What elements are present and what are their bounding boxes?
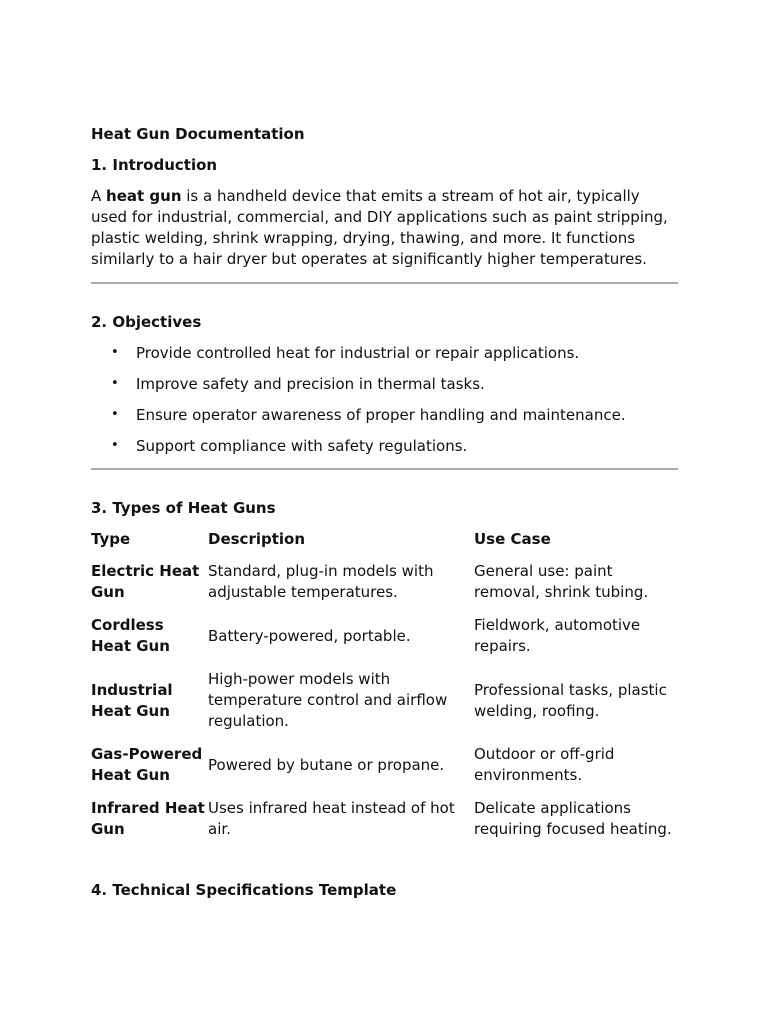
objectives-list [91,343,678,456]
table-row [91,798,678,852]
description-cell: Powered by butane or propane. [208,755,445,774]
types-heading: 3. Types of Heat Guns [91,499,276,517]
document-title: Heat Gun Documentation [91,125,305,143]
description-cell: Uses infrared heat instead of hot air. [208,799,455,838]
document-page [91,124,678,911]
type-cell: Infrared Heat Gun [91,799,205,838]
use-case-cell: General use: paint removal, shrink tubing. [474,562,649,601]
description-cell: Battery-powered, portable. [208,626,411,645]
type-cell: Gas-Powered Heat Gun [91,745,203,784]
divider [91,282,678,284]
introduction-heading: 1. Introduction [91,156,218,174]
table-row [91,744,678,798]
type-cell: Cordless Heat Gun [91,616,170,655]
introduction-section [91,155,678,270]
objectives-section [91,312,678,456]
divider [91,468,678,470]
list-item: • Ensure operator awareness of proper handling and maintenance. [91,405,678,425]
column-header-use-case: Use Case [474,530,551,548]
list-item: • Support compliance with safety regulations. [91,436,678,456]
description-cell: Standard, plug-in models with adjustable temperatures. [208,562,434,601]
use-case-cell: Delicate applications requiring focused heating. [474,799,672,838]
types-table [91,529,678,852]
use-case-cell: Professional tasks, plastic welding, roofing. [474,680,667,720]
type-cell: Electric Heat Gun [91,562,200,601]
introduction-paragraph [91,186,678,270]
list-item: • Provide controlled heat for industrial or repair applications. [91,343,678,363]
description-cell: High-power models with temperature control and airflow regulation. [208,670,448,730]
types-section [91,498,678,852]
intro-text-start: A [91,187,107,205]
use-case-cell: Outdoor or off-grid environments. [474,745,615,784]
type-cell: Industrial Heat Gun [91,680,173,720]
specifications-section [91,880,678,900]
table-row [91,561,678,615]
list-item: • Improve safety and precision in thermal tasks. [91,374,678,394]
table-row [91,669,678,744]
column-header-description: Description [208,530,306,548]
table-row [91,615,678,669]
column-header-type: Type [91,530,131,548]
intro-text-rest: is a handheld device that emits a stream of hot air, typically used for industrial, commercial, and DIY applications such as paint stripping, plastic welding, shrink wrapping, drying, thawing, and more. It functions similarly to a hair dryer but operates at significantly higher temperatures. [91,187,668,268]
specifications-heading: 4. Technical Specifications Template [91,881,397,899]
use-case-cell: Fieldwork, automotive repairs. [474,616,641,655]
table-header-row [91,529,678,561]
intro-bold-term: heat gun [106,187,182,205]
objectives-heading: 2. Objectives [91,313,202,331]
